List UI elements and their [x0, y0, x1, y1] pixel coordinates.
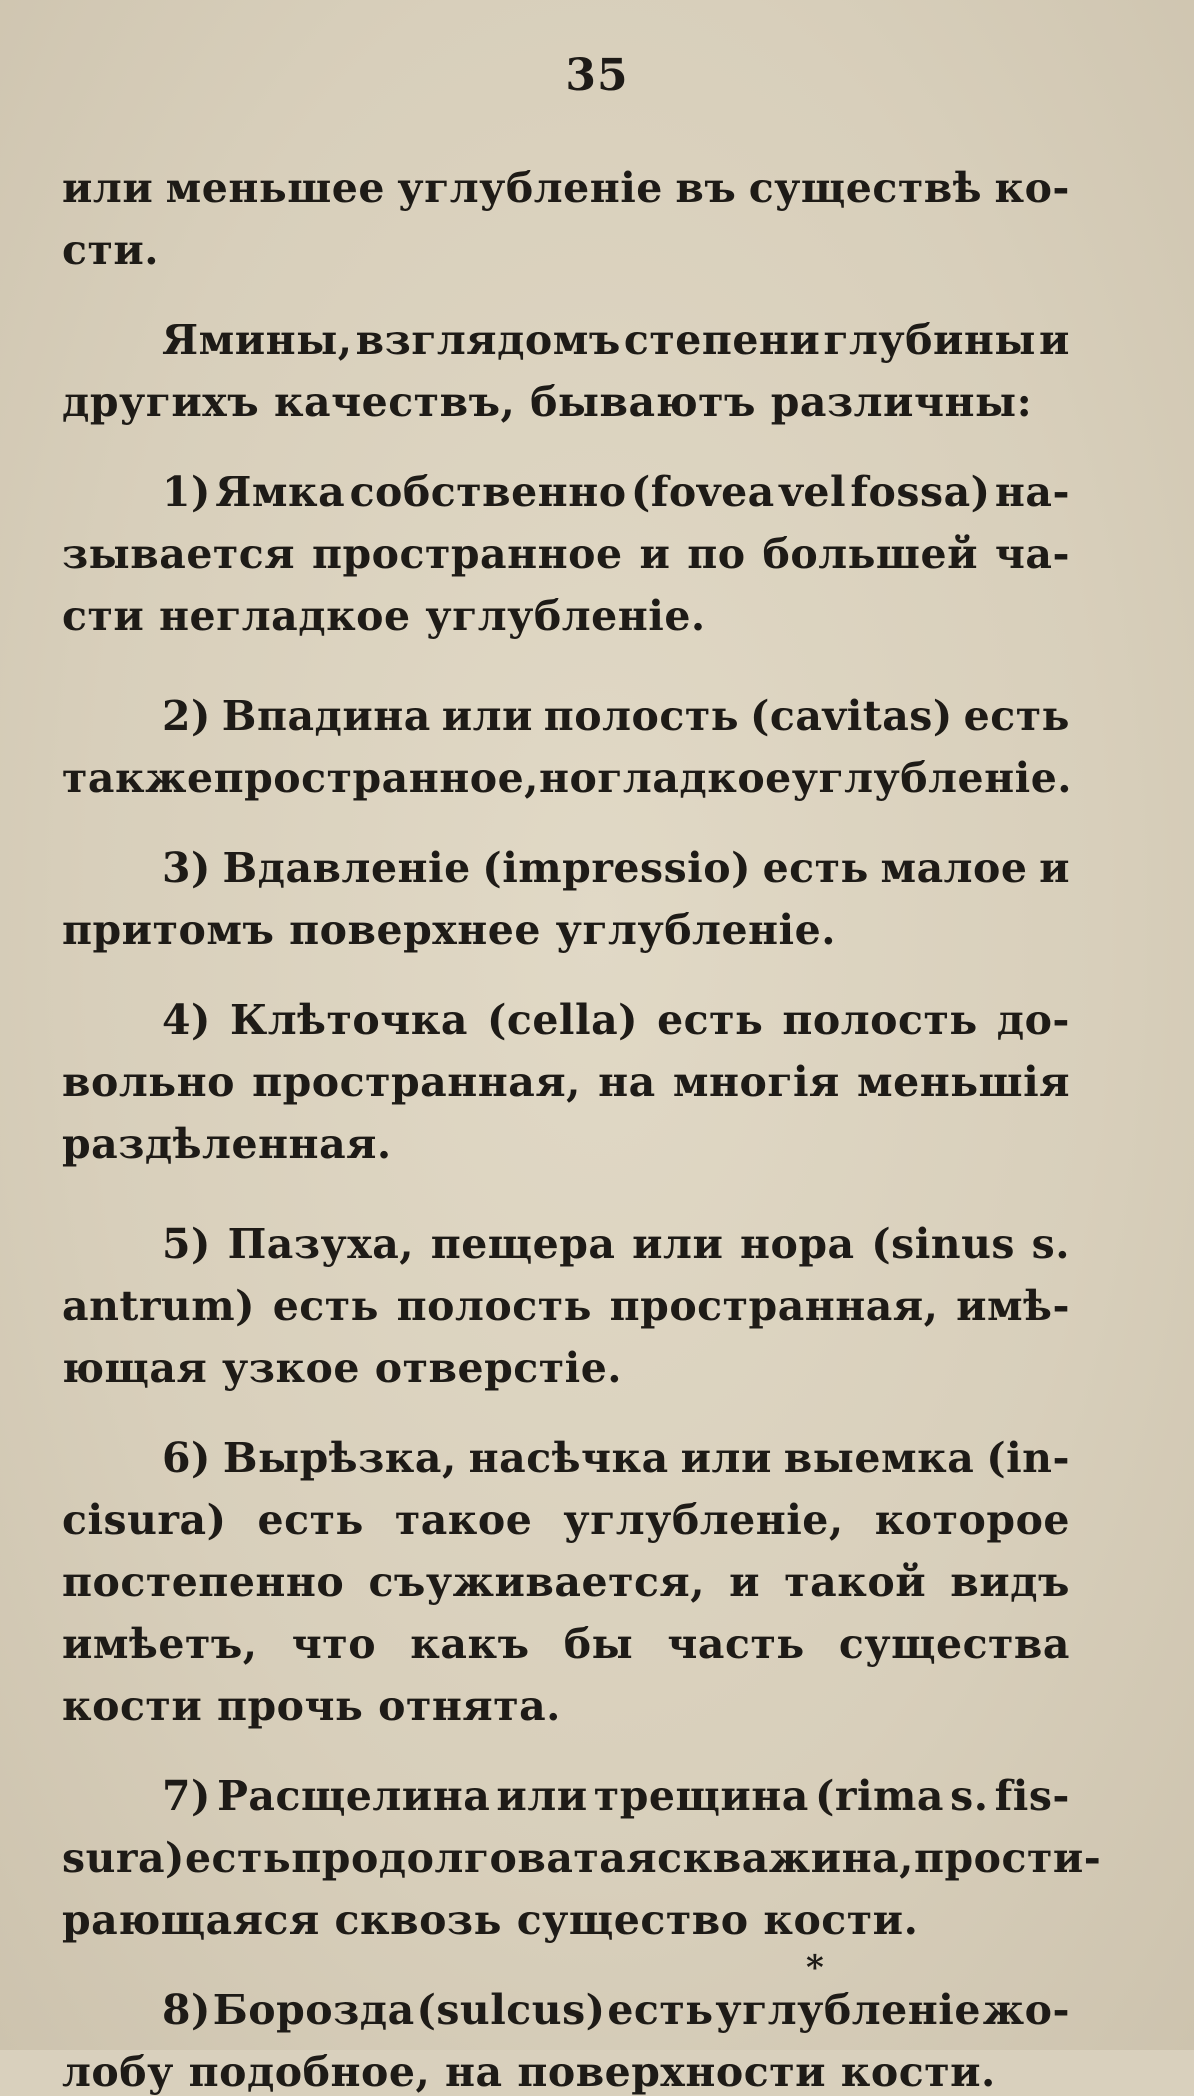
text-line: 8) Борозда (sulcus) есть углубленіе жо- [162, 1986, 1070, 2034]
text-line: зывается пространное и по большей ча- [62, 530, 1070, 578]
page-number: 35 [565, 50, 629, 101]
text-line: рающаяся сквозь существо кости. [62, 1896, 919, 1944]
text-line: сти негладкое углубленіе. [62, 592, 706, 640]
text-line: или меньшее углубленіе въ существѣ ко- [62, 164, 1070, 212]
text-line: sura) есть продолговатая скважина, прости- [62, 1834, 1102, 1882]
body-text [62, 150, 1102, 2096]
text-line: вольно пространная, на многія меньшія [62, 1058, 1070, 1106]
text-line: лобу подобное, на поверхности кости. [62, 2048, 996, 2096]
text-line: 1) Ямка собственно (fovea vel fossa) на- [162, 468, 1070, 516]
text-line: раздѣленная. [62, 1120, 392, 1168]
text-line: ющая узкое отверстіе. [62, 1344, 623, 1392]
text-line: кости прочь отнята. [62, 1682, 561, 1730]
text-line: 6) Вырѣзка, насѣчка или выемка (in- [162, 1434, 1070, 1482]
text-line: также пространное, но гладкое углубленіе. [62, 754, 1073, 802]
end-mark: * [806, 1948, 824, 1988]
text-line: другихъ качествъ, бываютъ различны: [62, 378, 1033, 426]
text-line: cisura) есть такое углубленіе, которое [62, 1496, 1070, 1544]
text-line: 3) Вдавленіе (impressio) есть малое и [162, 844, 1070, 892]
text-line: antrum) есть полость пространная, имѣ- [62, 1282, 1070, 1330]
text-line: сти. [62, 226, 160, 274]
text-line: 5) Пазуха, пещера или нора (sinus s. [162, 1220, 1070, 1268]
text-line: 7) Расщелина или трещина (rima s. fis- [162, 1772, 1070, 1820]
text-line: имѣетъ, что какъ бы часть существа [62, 1620, 1070, 1668]
text-line: 4) Клѣточка (cella) есть полость до- [162, 996, 1070, 1044]
text-line: 2) Впадина или полость (cavitas) есть [162, 692, 1070, 740]
text-line: постепенно съуживается, и такой видъ [62, 1558, 1070, 1606]
text-line: Ямины, взглядомъ степени глубины и [162, 316, 1070, 364]
text-line: притомъ поверхнее углубленіе. [62, 906, 836, 954]
